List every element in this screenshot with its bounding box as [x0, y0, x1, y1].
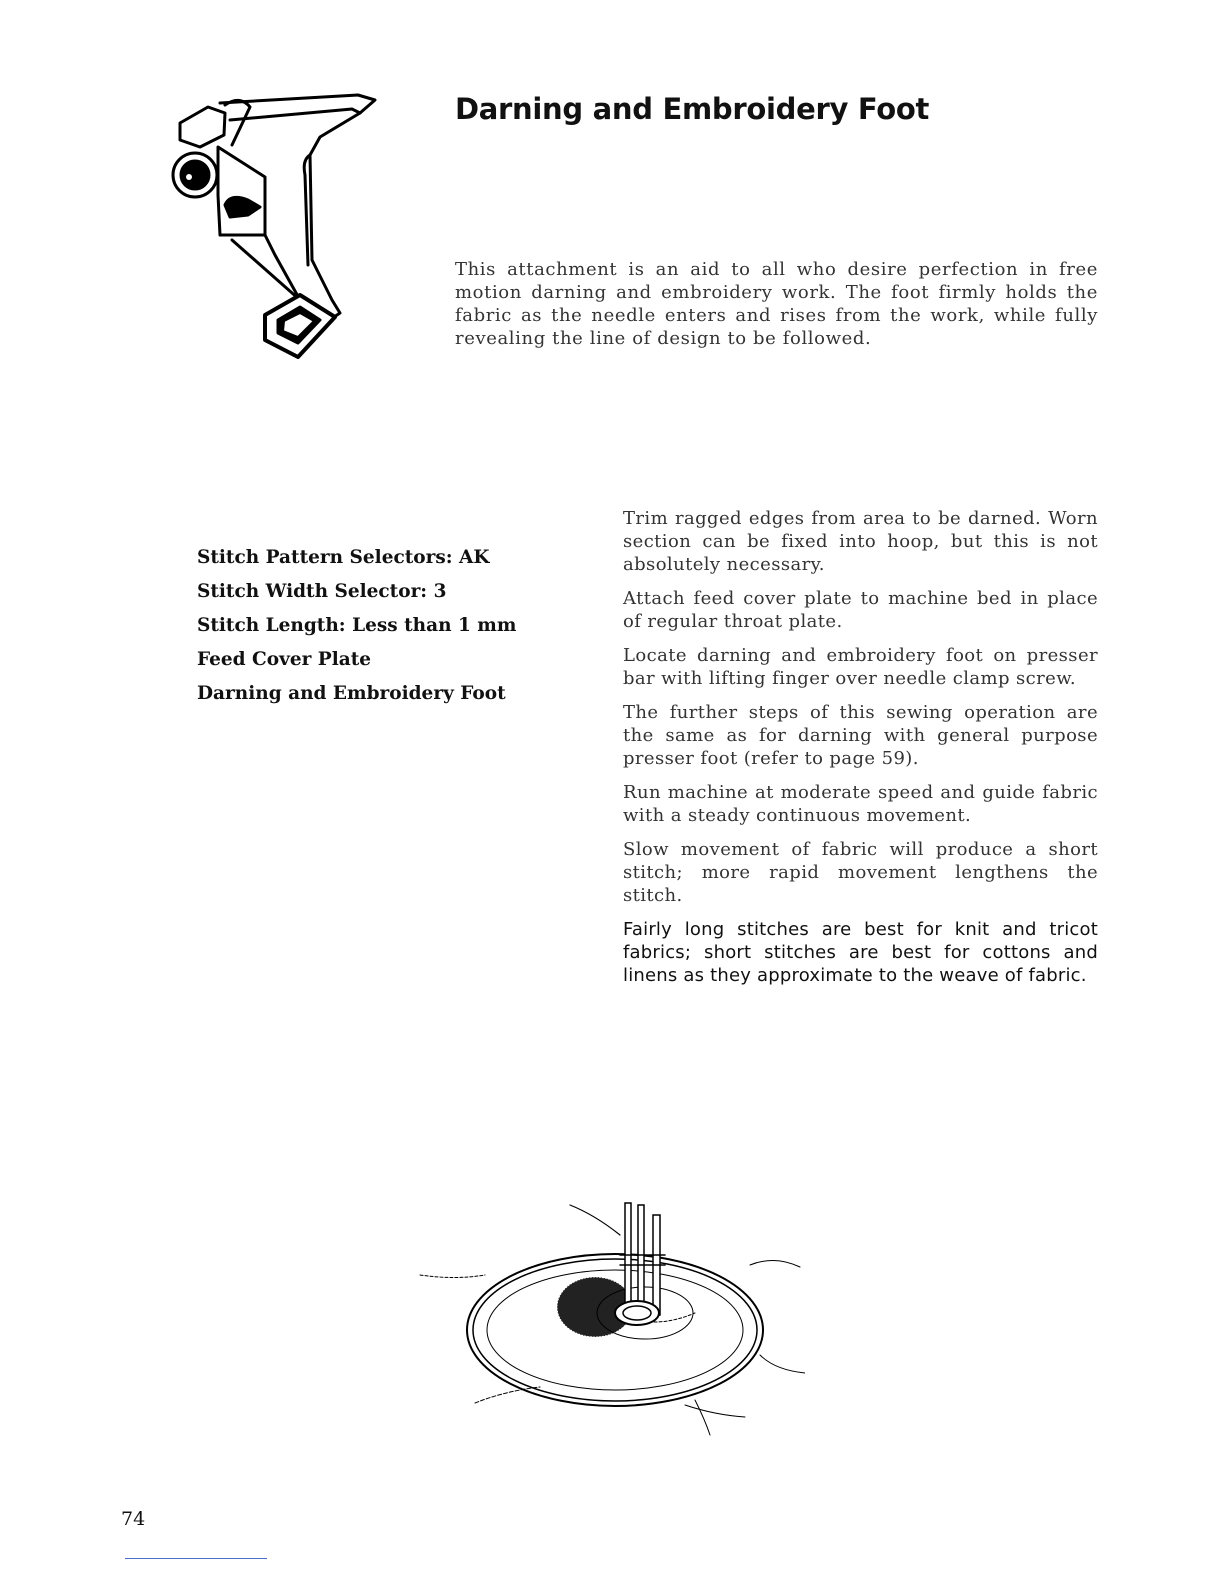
setting-stitch-pattern: Stitch Pattern Selectors: AK	[197, 547, 490, 568]
step-paragraph: Trim ragged edges from area to be darned. Worn section can be fixed into hoop, but this is not absolutely necessary.	[623, 508, 1098, 575]
step-paragraph: Slow movement of fabric will produce a short stitch; more rapid movement lengthens the stitch.	[623, 839, 1098, 906]
darning-foot-illustration	[170, 85, 385, 370]
step-paragraph: Attach feed cover plate to machine bed in place of regular throat plate.	[623, 588, 1098, 632]
setting-stitch-length: Stitch Length: Less than 1 mm	[197, 615, 517, 636]
instruction-steps	[623, 507, 1098, 998]
footer-divider	[125, 1558, 267, 1559]
setting-foot: Darning and Embroidery Foot	[197, 683, 506, 704]
page-number: 74	[121, 1508, 146, 1530]
setting-stitch-width: Stitch Width Selector: 3	[197, 581, 447, 602]
intro-paragraph: This attachment is an aid to all who desire perfection in free motion darning and embroidery work. The foot firmly holds the fabric as the needle enters and rises from the work, while fully revealing the line of design to be followed.	[455, 259, 1098, 349]
step-paragraph: The further steps of this sewing operation are the same as for darning with general purpose presser foot (refer to page 59).	[623, 702, 1098, 769]
step-paragraph: Locate darning and embroidery foot on presser bar with lifting finger over needle clamp screw.	[623, 645, 1098, 689]
setting-plate: Feed Cover Plate	[197, 649, 372, 670]
darning-hoop-illustration	[415, 1195, 805, 1440]
page-title: Darning and Embroidery Foot	[455, 92, 930, 126]
step-paragraph: Run machine at moderate speed and guide fabric with a steady continuous movement.	[623, 782, 1098, 826]
step-paragraph-emphasis: Fairly long stitches are best for knit and tricot fabrics; short stitches are best for cottons and linens as they approximate to the weave of fabric.	[623, 919, 1098, 986]
machine-settings-list	[197, 543, 537, 713]
